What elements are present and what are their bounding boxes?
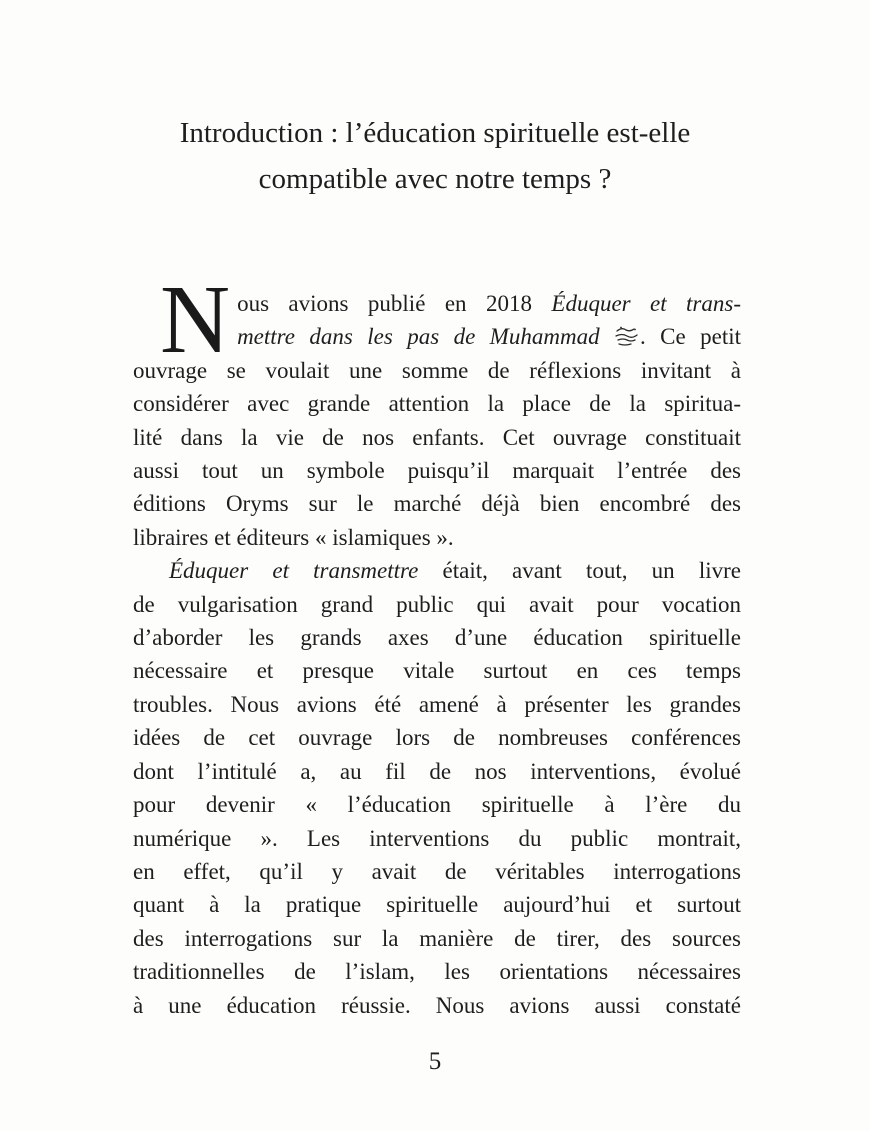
text-run: dont l’intitulé a, au fil de nos interventions, évolué <box>133 758 741 784</box>
text-run: quant à la pratique spirituelle aujourd’hui et surtout <box>133 892 741 918</box>
text-line <box>133 487 741 520</box>
text-line <box>133 554 741 587</box>
text-run: numérique ». Les interventions du public montrait, <box>133 825 741 851</box>
text-run: lité dans la vie de nos enfants. Cet ouvrage constituait <box>133 424 741 450</box>
text-line <box>133 354 741 387</box>
text-line <box>133 822 741 855</box>
text-line <box>133 454 741 487</box>
paragraph <box>133 554 741 1022</box>
text-run: nécessaire et presque vitale surtout en ces temps <box>133 658 741 684</box>
pbuh-icon <box>614 320 640 353</box>
text-run: ous avions publié en 2018 <box>237 291 552 316</box>
chapter-title-line-1: Introduction : l’éducation spirituelle est-elle <box>179 117 691 149</box>
drop-cap: N <box>160 266 231 373</box>
text-run: à une éducation réussie. Nous avions aussi constaté <box>133 992 741 1018</box>
text-line <box>133 755 741 788</box>
body-text <box>133 266 741 1022</box>
text-line <box>133 588 741 621</box>
text-run: mettre dans les pas de Muhammad <box>237 324 614 350</box>
chapter-title <box>0 110 870 202</box>
text-run: d’aborder les grands axes d’une éducation spirituelle <box>133 625 741 651</box>
text-run: libraires et éditeurs « islamiques ». <box>133 524 454 550</box>
text-run: troubles. Nous avions été amené à présenter les grandes <box>133 691 741 717</box>
text-run: Éduquer et trans- <box>551 291 741 316</box>
text-run: de vulgarisation grand public qui avait pour vocation <box>133 591 741 617</box>
text-run: ouvrage se voulait une somme de réflexions invitant à <box>133 357 741 383</box>
text-run: idées de cet ouvrage lors de nombreuses conférences <box>133 725 741 751</box>
text-run: en effet, qu’il y avait de véritables interrogations <box>133 858 741 884</box>
text-line <box>133 922 741 955</box>
text-line <box>133 421 741 454</box>
text-run: aussi tout un symbole puisqu’il marquait l’entrée des <box>133 458 741 484</box>
text-line <box>133 688 741 721</box>
text-run: était, avant tout, un livre <box>418 558 741 584</box>
text-line <box>133 855 741 888</box>
text-run: considérer avec grande attention la place de la spiritua- <box>133 391 741 417</box>
text-line <box>133 621 741 654</box>
text-run: traditionnelles de l’islam, les orientations nécessaires <box>133 959 741 985</box>
text-line <box>133 521 741 554</box>
text-run: des interrogations sur la manière de tirer, des sources <box>133 925 741 951</box>
chapter-title-line-2: compatible avec notre temps ? <box>258 163 612 195</box>
text-run: . Ce petit <box>639 324 741 350</box>
text-line <box>133 989 741 1022</box>
page-number: 5 <box>428 1048 442 1075</box>
text-line <box>133 788 741 821</box>
text-line <box>133 888 741 921</box>
text-line <box>133 955 741 988</box>
text-line <box>133 387 741 420</box>
text-line <box>133 654 741 687</box>
text-line <box>133 721 741 754</box>
text-run: pour devenir « l’éducation spirituelle à l’ère du <box>133 792 741 818</box>
paragraph <box>133 266 741 554</box>
text-run: Éduquer et transmettre <box>169 558 419 584</box>
text-run: éditions Oryms sur le marché déjà bien encombré des <box>133 491 741 517</box>
